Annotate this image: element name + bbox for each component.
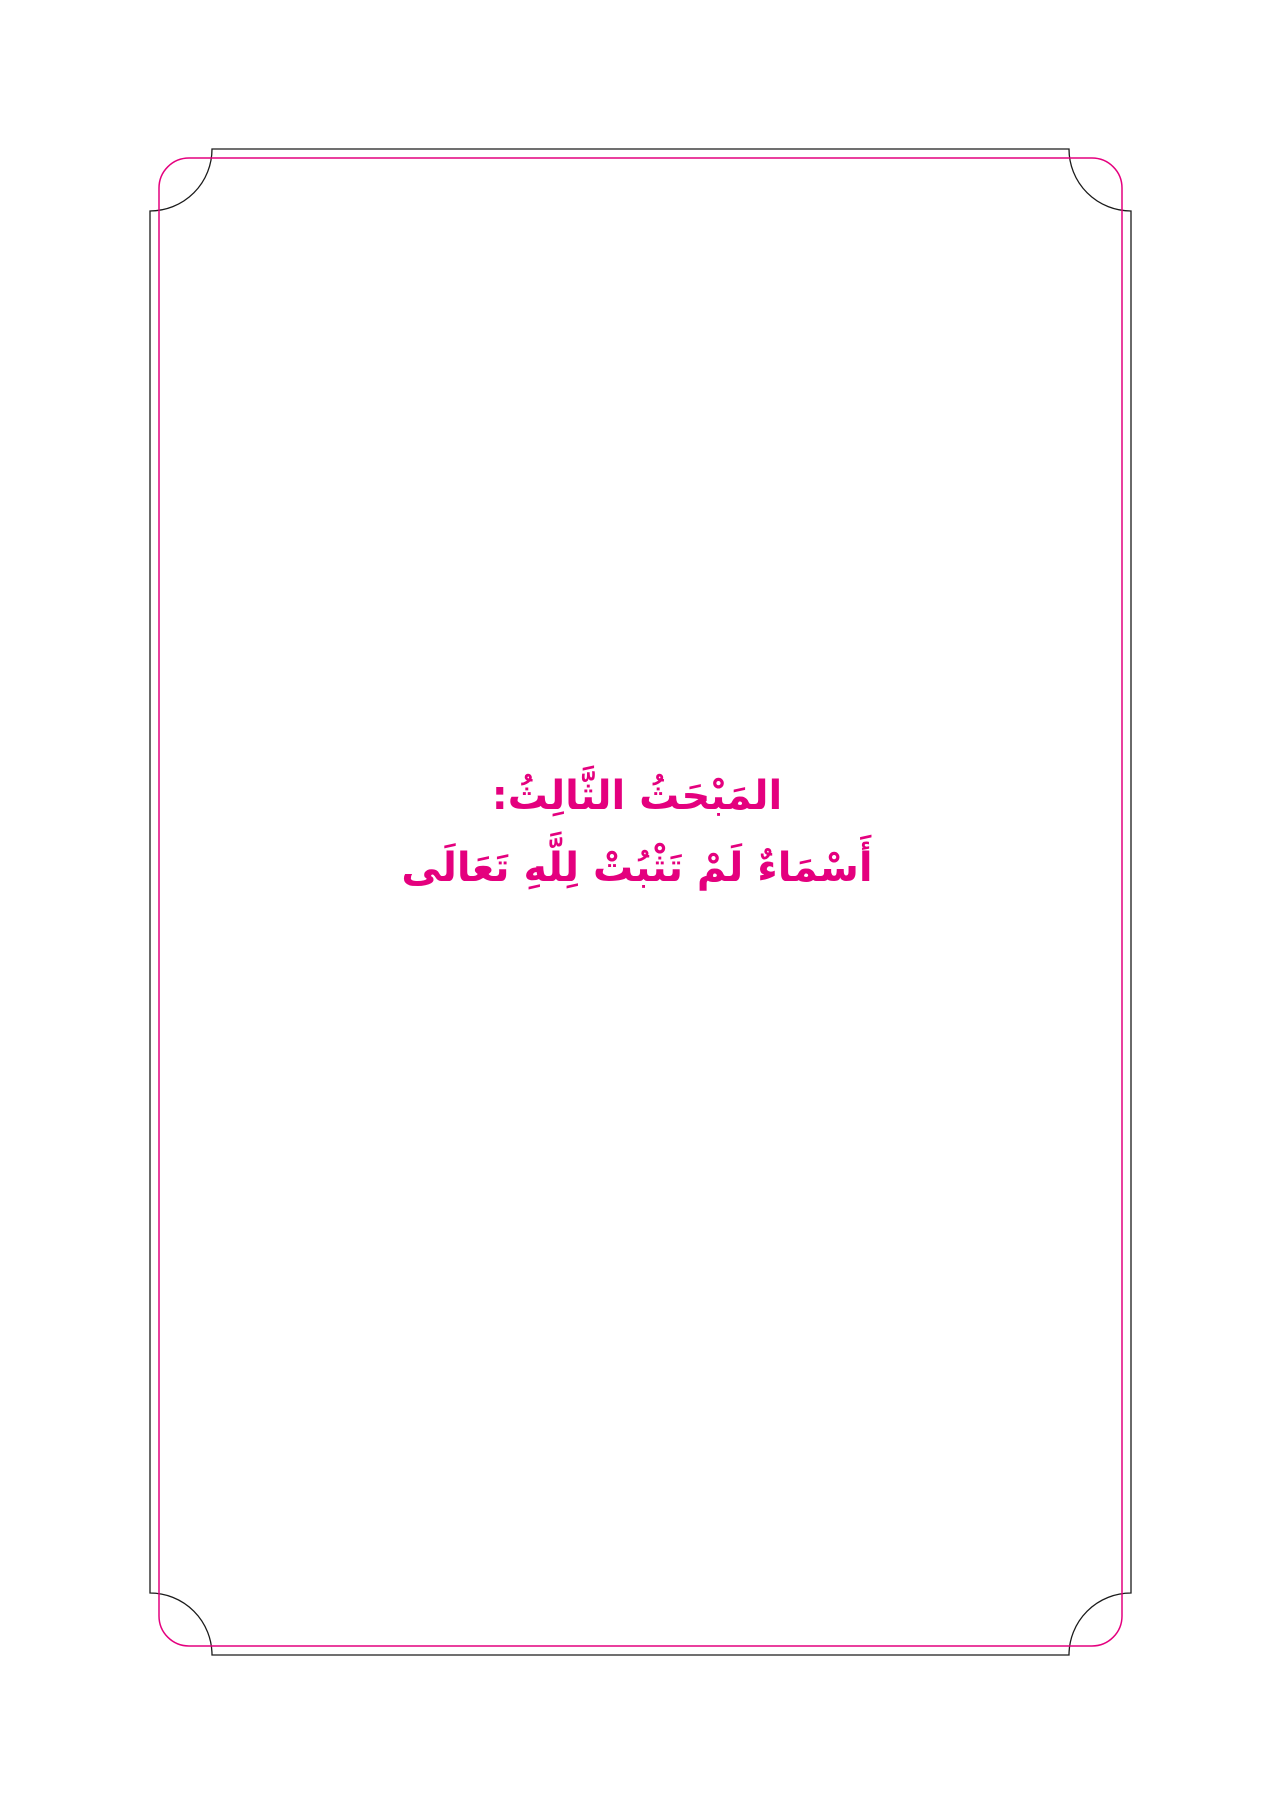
- section-label: المَبْحَثُ الثَّالِثُ:: [491, 773, 783, 819]
- chapter-title: أَسْمَاءٌ لَمْ تَثْبُتْ لِلَّهِ تَعَالَى: [401, 845, 873, 891]
- chapter-heading: [160, 760, 1114, 904]
